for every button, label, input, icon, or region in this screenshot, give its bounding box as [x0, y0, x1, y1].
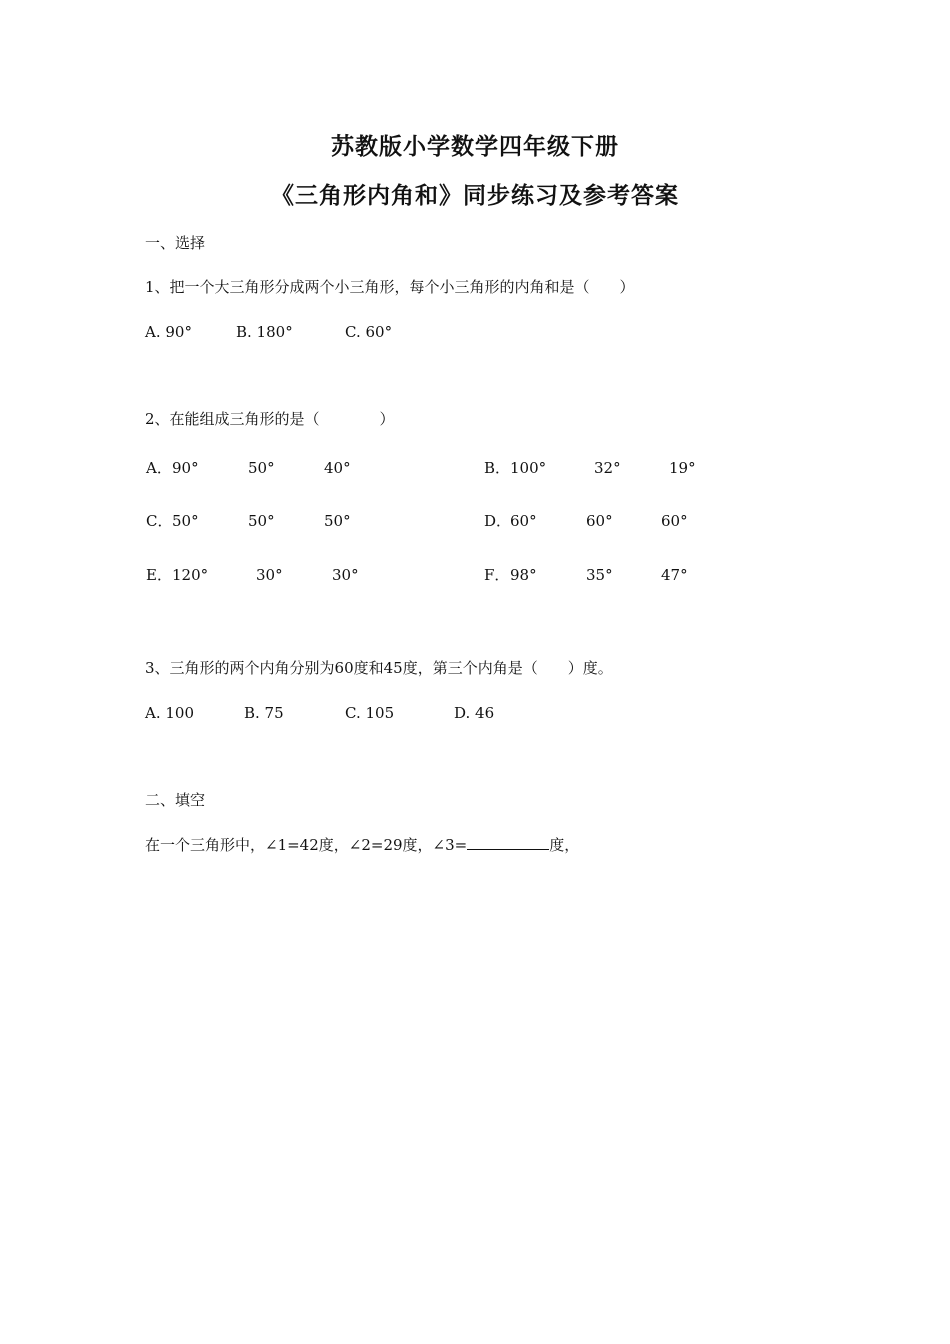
question-2-option-c-angle-3: 50° [324, 512, 351, 530]
question-3-option-d: D. 46 [454, 704, 495, 722]
question-2-option-e-angle-1: 120° [172, 566, 209, 584]
question-2-option-a-angle-2: 50° [248, 459, 275, 477]
question-1-option-b: B. 180° [236, 323, 293, 341]
question-3-option-c: C. 105 [345, 704, 395, 722]
question-2-option-f-angle-2: 35° [586, 566, 613, 584]
question-2-option-b-angle-1: 100° [510, 459, 547, 477]
question-2-option-e-label: E． [146, 566, 172, 584]
question-3-stem: 3、三角形的两个内角分别为60度和45度，第三个内角是（ ）度。 [145, 659, 613, 677]
question-2-option-e-angle-2: 30° [256, 566, 283, 584]
question-2-stem: 2、在能组成三角形的是（ ） [145, 410, 395, 428]
section-heading-fill-blank: 二、填空 [145, 791, 206, 809]
fill-blank-question-1 [145, 835, 579, 855]
question-2-option-f-label: F． [484, 566, 510, 584]
question-2-option-d-angle-3: 60° [661, 512, 688, 530]
answer-blank[interactable] [467, 835, 549, 850]
question-2-option-a-angle-3: 40° [324, 459, 351, 477]
document-title-line1: 苏教版小学数学四年级下册 [331, 134, 619, 160]
document-title-line2: 《三角形内角和》同步练习及参考答案 [271, 183, 679, 209]
question-2-option-d-angle-2: 60° [586, 512, 613, 530]
question-2-option-b-angle-2: 32° [594, 459, 621, 477]
question-2-option-c-angle-2: 50° [248, 512, 275, 530]
question-2-option-d-angle-1: 60° [510, 512, 537, 530]
question-2-option-a-label: A． [146, 459, 172, 477]
question-1-option-c: C. 60° [345, 323, 393, 341]
question-2-option-a-angle-1: 90° [172, 459, 199, 477]
question-1-stem: 1、把一个大三角形分成两个小三角形，每个小三角形的内角和是（ ） [145, 278, 635, 296]
question-2-option-f-angle-1: 98° [510, 566, 537, 584]
question-2-option-c-label: C． [146, 512, 173, 530]
question-2-option-e-angle-3: 30° [332, 566, 359, 584]
question-3-option-a: A. 100 [145, 704, 194, 722]
question-2-option-f-angle-3: 47° [661, 566, 688, 584]
fill-blank-question-1-after: 度， [549, 836, 580, 854]
question-3-option-b: B. 75 [244, 704, 284, 722]
question-2-option-b-label: B． [484, 459, 511, 477]
question-2-option-c-angle-1: 50° [172, 512, 199, 530]
fill-blank-question-1-before: 在一个三角形中，∠1=42度，∠2=29度，∠3= [145, 836, 468, 854]
question-2-option-d-label: D． [484, 512, 512, 530]
question-1-option-a: A. 90° [145, 323, 192, 341]
section-heading-choice: 一、选择 [145, 234, 206, 252]
question-2-option-b-angle-3: 19° [669, 459, 696, 477]
